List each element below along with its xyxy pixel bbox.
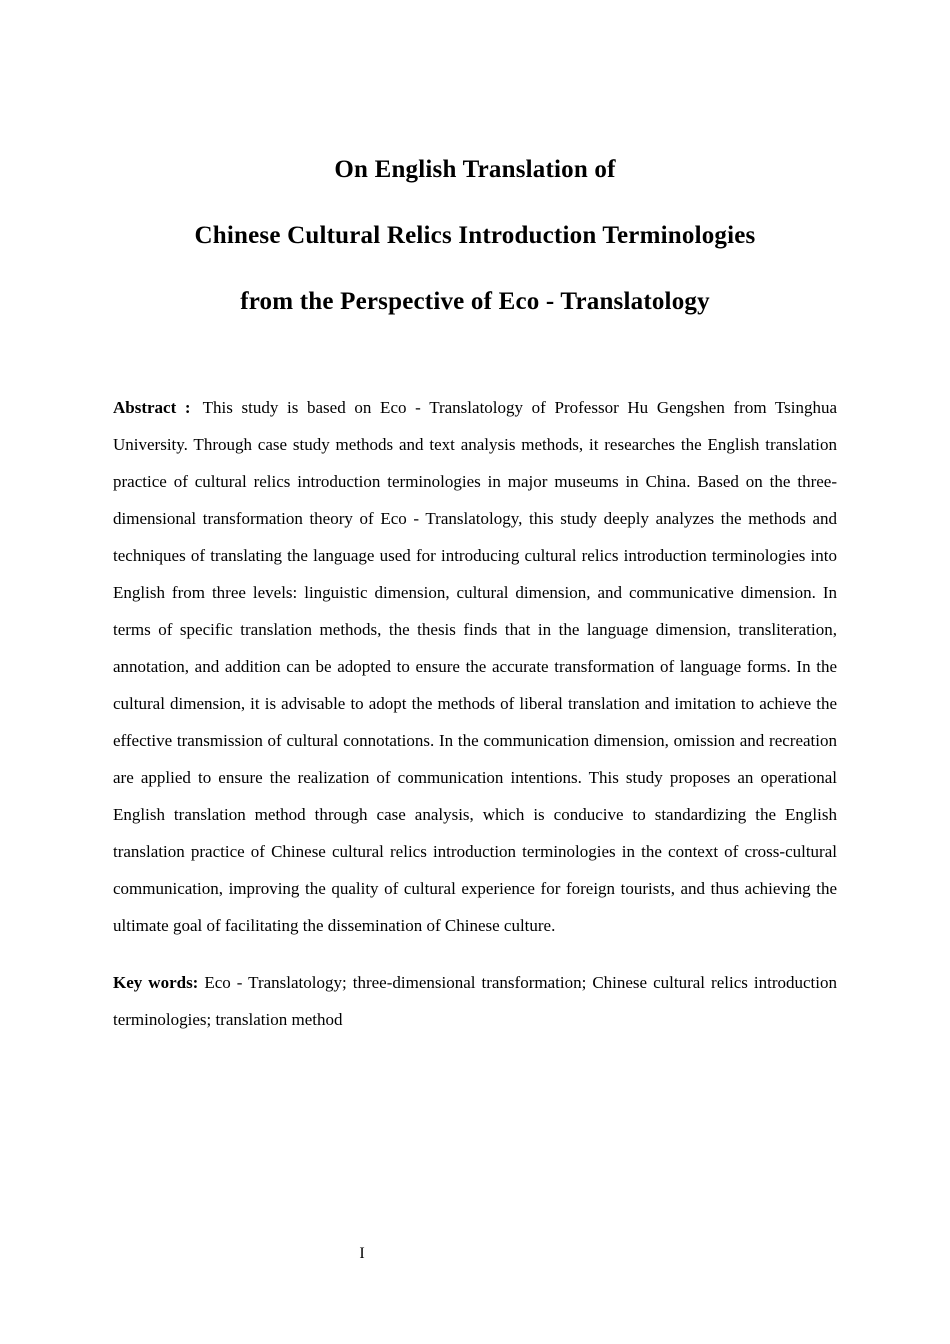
keywords-label: Key words: <box>113 973 199 992</box>
abstract-paragraph <box>113 389 837 944</box>
title-line-1: On English Translation of <box>334 156 616 183</box>
keywords-paragraph <box>113 964 837 1038</box>
abstract-label: Abstract : <box>113 398 191 417</box>
body-column <box>113 389 837 1038</box>
title-line-3: from the Perspective of Eco - Translatology <box>240 288 710 315</box>
abstract-text: This study is based on Eco - Translatology of Professor Hu Gengshen from Tsinghua University. Through case study methods and text analysis methods, it researches the English translation practice of cultural relics introduction terminologies in major museums in China. Based on the three-dimensional transformation theory of Eco - Translatology, this study deeply analyzes the methods and techniques of translating the language used for introducing cultural relics introduction terminologies into English from three levels: linguistic dimension, cultural dimension, and communicative dimension. In terms of specific translation methods, the thesis finds that in the language dimension, transliteration, annotation, and addition can be adopted to ensure the accurate transformation of language forms. In the cultural dimension, it is advisable to adopt the methods of liberal translation and imitation to achieve the effective transmission of cultural connotations. In the communication dimension, omission and recreation are applied to ensure the realization of communication intentions. This study proposes an operational English translation method through case analysis, which is conducive to standardizing the English translation practice of Chinese cultural relics introduction terminologies in the context of cross-cultural communication, improving the quality of cultural experience for foreign tourists, and thus achieving the ultimate goal of facilitating the dissemination of Chinese culture. <box>113 398 837 935</box>
page-number: I <box>359 1245 365 1262</box>
title-block <box>0 0 950 335</box>
title-line-2: Chinese Cultural Relics Introduction Terminologies <box>194 222 756 249</box>
keywords-text: Eco - Translatology; three-dimensional transformation; Chinese cultural relics introduction terminologies; translation method <box>113 973 837 1029</box>
